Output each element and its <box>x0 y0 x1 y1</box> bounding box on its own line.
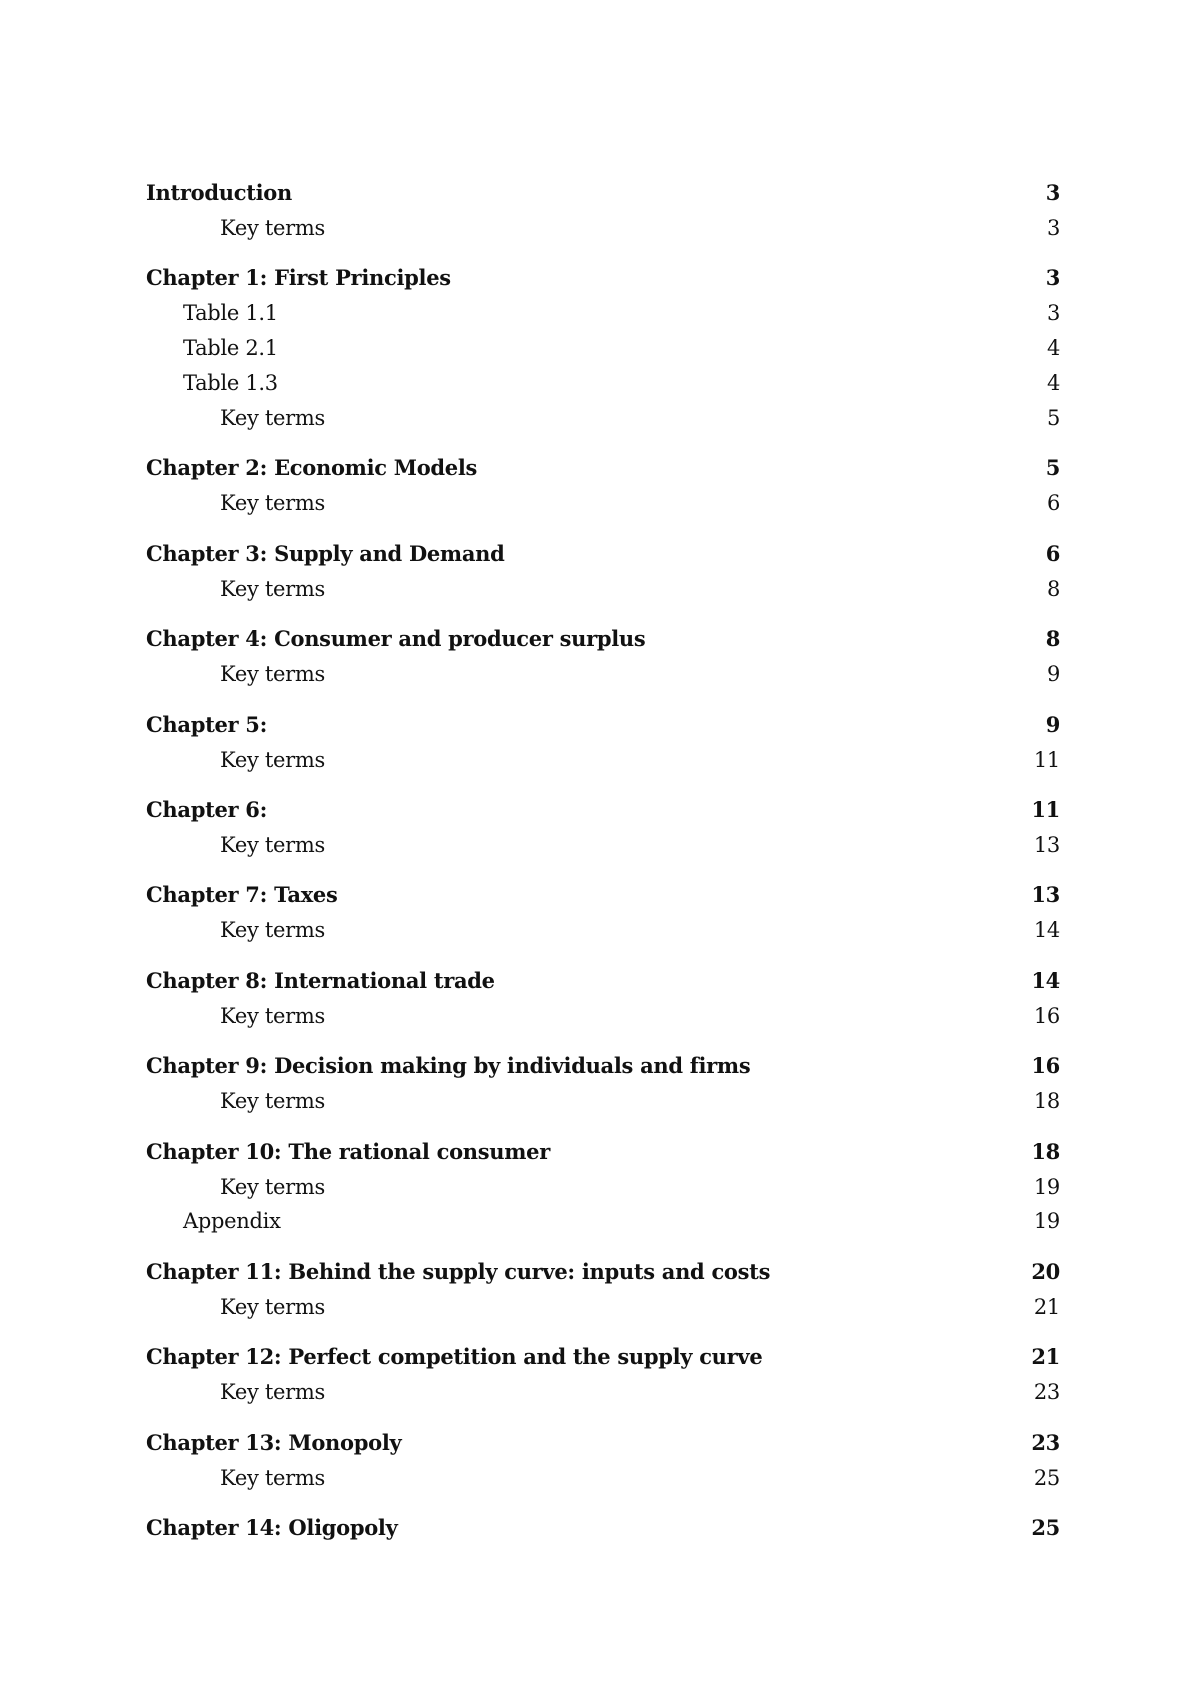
toc-entry-text: Chapter 10: The rational consumer <box>146 1139 550 1164</box>
toc-subentry-row[interactable] <box>146 1000 1060 1032</box>
toc-entry-text: Chapter 2: Economic Models <box>146 455 478 480</box>
toc-chapter-row[interactable] <box>146 965 1060 997</box>
toc-page-number: 9 <box>1046 662 1060 686</box>
toc-subentry-row[interactable] <box>146 829 1060 861</box>
toc-chapter-row[interactable] <box>146 1256 1060 1288</box>
toc-entry-text: Key terms <box>220 1380 325 1404</box>
toc-page-number: 5 <box>1046 406 1060 430</box>
toc-page-number: 18 <box>1031 1139 1060 1164</box>
toc-entry-text: Chapter 5: <box>146 712 268 737</box>
toc-chapter-row[interactable] <box>146 709 1060 741</box>
toc-page-number: 4 <box>1046 371 1060 395</box>
toc-subentry-row[interactable] <box>146 212 1060 244</box>
toc-chapter-row[interactable] <box>146 879 1060 911</box>
toc-subentry-row[interactable] <box>146 1171 1060 1203</box>
toc-chapter-row[interactable] <box>146 538 1060 570</box>
toc-entry-text: Chapter 11: Behind the supply curve: inputs and costs <box>146 1259 771 1284</box>
toc-entry-text: Key terms <box>220 748 325 772</box>
toc-subentry-row[interactable] <box>146 658 1060 690</box>
toc-chapter-row[interactable] <box>146 177 1060 209</box>
toc-entry-text: Key terms <box>220 1466 325 1490</box>
toc-page-number: 13 <box>1033 833 1060 857</box>
toc-chapter-row[interactable] <box>146 452 1060 484</box>
toc-entry-text: Chapter 3: Supply and Demand <box>146 541 505 566</box>
toc-page-number: 14 <box>1031 968 1060 993</box>
toc-entry-text: Appendix <box>183 1209 281 1233</box>
toc-page-number: 18 <box>1033 1089 1060 1113</box>
toc-page-number: 19 <box>1033 1175 1060 1199</box>
toc-entry-text: Table 1.3 <box>183 371 278 395</box>
toc-entry-text: Chapter 4: Consumer and producer surplus <box>146 626 646 651</box>
toc-subentry-row[interactable] <box>146 1291 1060 1323</box>
toc-entry-text: Key terms <box>220 1089 325 1113</box>
toc-entry-text: Chapter 9: Decision making by individuals and firms <box>146 1053 751 1078</box>
toc-subentry-row[interactable] <box>146 744 1060 776</box>
toc-page-number: 23 <box>1033 1380 1060 1404</box>
toc-entry-text: Key terms <box>220 918 325 942</box>
toc-page-number: 13 <box>1031 882 1060 907</box>
toc-subentry-row[interactable] <box>146 573 1060 605</box>
toc-page-number: 6 <box>1045 541 1060 566</box>
toc-entry-text: Chapter 6: <box>146 797 268 822</box>
toc-page-number: 25 <box>1033 1466 1060 1490</box>
toc-chapter-row[interactable] <box>146 1341 1060 1373</box>
toc-entry-text: Chapter 8: International trade <box>146 968 495 993</box>
toc-page-number: 4 <box>1046 336 1060 360</box>
toc-chapter-row[interactable] <box>146 1427 1060 1459</box>
toc-subentry-row[interactable] <box>146 487 1060 519</box>
toc-page-number: 3 <box>1046 216 1060 240</box>
toc-chapter-row[interactable] <box>146 1136 1060 1168</box>
toc-entry-text: Key terms <box>220 1004 325 1028</box>
toc-table-row[interactable] <box>146 332 1060 364</box>
toc-entry-text: Key terms <box>220 406 325 430</box>
toc-page-number: 5 <box>1045 455 1060 480</box>
toc-chapter-row[interactable] <box>146 623 1060 655</box>
toc-entry-text: Key terms <box>220 833 325 857</box>
toc-page-number: 19 <box>1033 1209 1060 1233</box>
toc-page-number: 9 <box>1045 712 1060 737</box>
toc-page-number: 11 <box>1033 748 1060 772</box>
toc-page-number: 25 <box>1031 1515 1060 1540</box>
toc-entry-text: Key terms <box>220 1295 325 1319</box>
toc-page-number: 21 <box>1031 1344 1060 1369</box>
toc-page-number: 14 <box>1033 918 1060 942</box>
toc-page-number: 21 <box>1033 1295 1060 1319</box>
toc-page-number: 20 <box>1031 1259 1060 1284</box>
toc-page-number: 3 <box>1045 265 1060 290</box>
toc-entry-text: Introduction <box>146 180 292 205</box>
toc-entry-text: Key terms <box>220 491 325 515</box>
toc-entry-text: Chapter 12: Perfect competition and the supply curve <box>146 1344 763 1369</box>
toc-subentry-row[interactable] <box>146 1376 1060 1408</box>
toc-page-number: 8 <box>1046 577 1060 601</box>
toc-page-number: 6 <box>1046 491 1060 515</box>
toc-subentry-row[interactable] <box>146 1085 1060 1117</box>
toc-subentry-row[interactable] <box>146 1462 1060 1494</box>
toc-chapter-row[interactable] <box>146 794 1060 826</box>
toc-page-number: 16 <box>1033 1004 1060 1028</box>
toc-chapter-row[interactable] <box>146 1512 1060 1544</box>
toc-entry-text: Key terms <box>220 1175 325 1199</box>
toc-entry-text: Table 2.1 <box>183 336 278 360</box>
toc-page-number: 23 <box>1031 1430 1060 1455</box>
toc-entry-text: Key terms <box>220 662 325 686</box>
toc-subentry-row[interactable] <box>146 402 1060 434</box>
toc-entry-text: Table 1.1 <box>183 301 278 325</box>
toc-entry-text: Key terms <box>220 577 325 601</box>
toc-appendix-row[interactable] <box>146 1205 1060 1237</box>
toc-entry-text: Chapter 14: Oligopoly <box>146 1515 398 1540</box>
toc-page-number: 8 <box>1045 626 1060 651</box>
toc-chapter-row[interactable] <box>146 262 1060 294</box>
toc-page-number: 3 <box>1045 180 1060 205</box>
toc-table-row[interactable] <box>146 367 1060 399</box>
toc-page-number: 11 <box>1031 797 1060 822</box>
toc-page-number: 3 <box>1046 301 1060 325</box>
table-of-contents <box>146 0 1060 1697</box>
toc-page-number: 16 <box>1031 1053 1060 1078</box>
toc-entry-text: Chapter 13: Monopoly <box>146 1430 402 1455</box>
toc-entry-text: Key terms <box>220 216 325 240</box>
toc-subentry-row[interactable] <box>146 914 1060 946</box>
toc-table-row[interactable] <box>146 297 1060 329</box>
toc-entry-text: Chapter 7: Taxes <box>146 882 338 907</box>
toc-chapter-row[interactable] <box>146 1050 1060 1082</box>
toc-entry-text: Chapter 1: First Principles <box>146 265 451 290</box>
